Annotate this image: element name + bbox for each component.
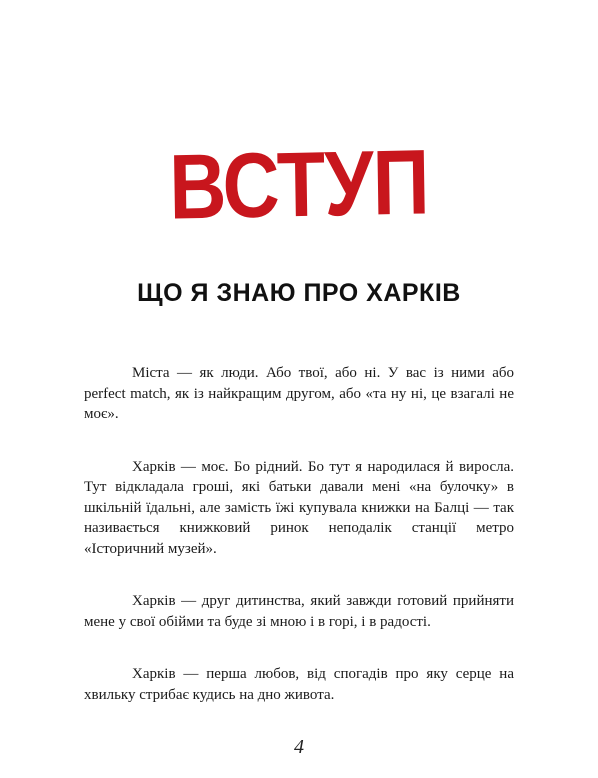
paragraph-1: Міста — як люди. Або твої, або ні. У вас із ними або perfect match, як із найкращим другом, або «та ну ні, це взагалі не моє». <box>84 365 514 422</box>
body-text <box>84 363 514 737</box>
chapter-title: ВСТУП <box>168 131 430 239</box>
chapter-subtitle: ЩО Я ЗНАЮ ПРО ХАРКІВ <box>137 279 461 307</box>
page-number: 4 <box>294 736 304 758</box>
paragraph-3: Харків — друг дитинства, який завжди готовий прийняти мене у свої обійми та буде зі мною і в горі, і в радості. <box>84 593 514 630</box>
paragraph-2: Харків — моє. Бо рідний. Бо тут я народилася й виросла. Тут відкладала гроші, які батьки давали мені «на булочку» в шкільній їдальні, але замість їжі купувала книжки на Балці — так називається книжковий ринок неподалік станції метро «Історичний музей». <box>84 458 514 557</box>
paragraph-4: Харків — перша любов, від спогадів про яку серце на хвильку стрибає кудись на дно живота. <box>84 666 514 703</box>
